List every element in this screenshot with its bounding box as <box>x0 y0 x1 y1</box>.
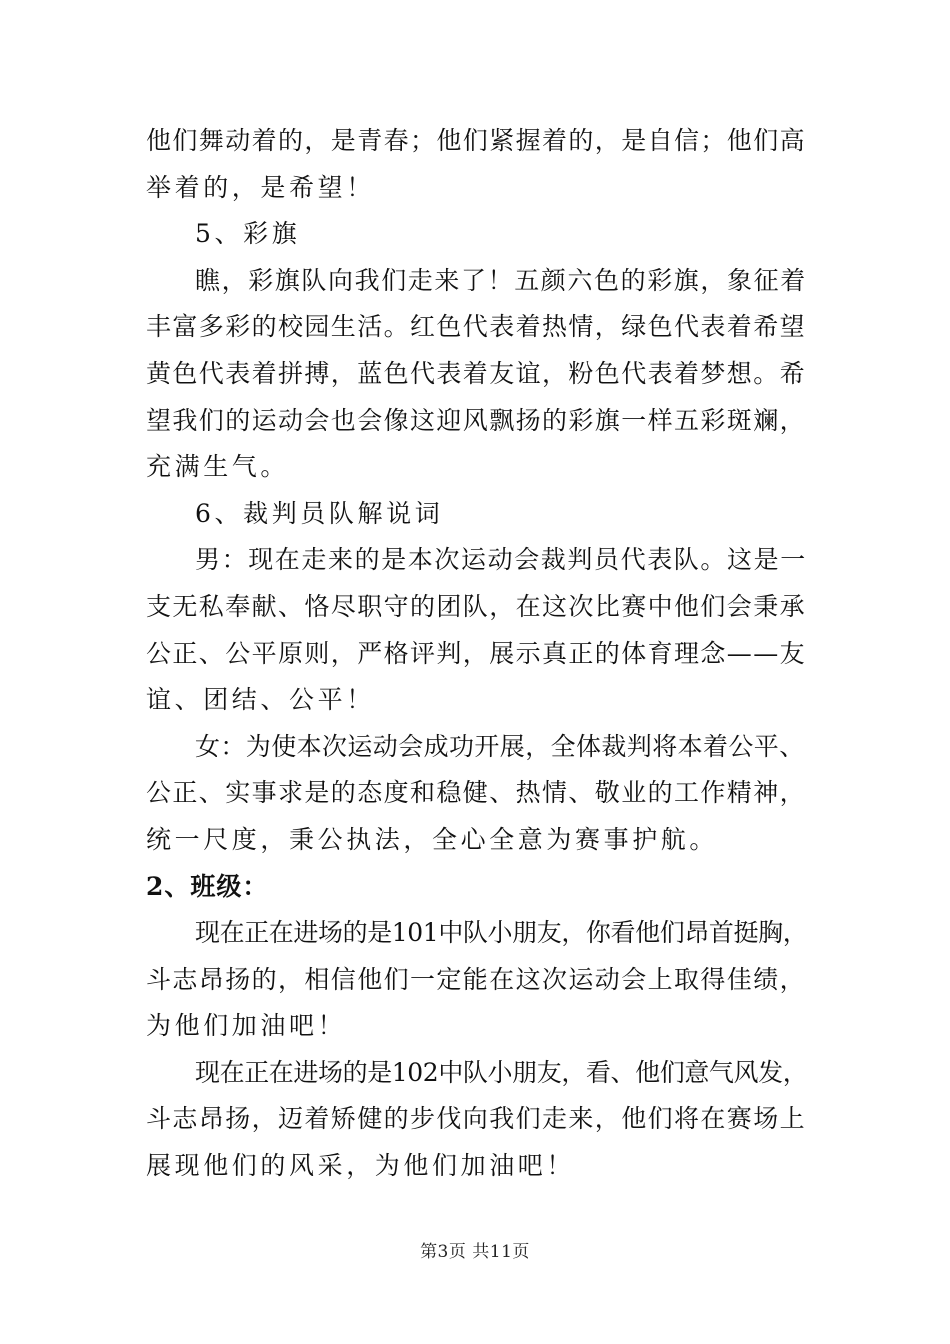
text-line: 女：为使本次运动会成功开展，全体裁判将本着公平、 <box>195 731 805 761</box>
text-line: 举着的，是希望！ <box>146 172 375 202</box>
text-line: 现在正在进场的是101中队小朋友，你看他们昂首挺胸， <box>195 918 808 948</box>
text-line: 公正、实事求是的态度和稳健、热情、敬业的工作精神， <box>146 778 807 808</box>
text-line: 斗志昂扬的，相信他们一定能在这次运动会上取得佳绩， <box>146 964 807 994</box>
page-number-footer: 第3页 共11页 <box>420 1242 530 1262</box>
section-title-5: 5、彩旗 <box>195 219 301 249</box>
section-title-6: 6、裁判员队解说词 <box>195 498 444 528</box>
text-line: 充满生气。 <box>146 452 290 482</box>
text-line: 男：现在走来的是本次运动会裁判员代表队。这是一 <box>195 545 807 575</box>
text-line: 斗志昂扬，迈着矫健的步伐向我们走来，他们将在赛场上 <box>146 1104 807 1134</box>
section-heading-class: 2、班级： <box>146 871 269 901</box>
text-line: 望我们的运动会也会像这迎风飘扬的彩旗一样五彩斑斓， <box>146 405 807 435</box>
text-line: 现在正在进场的是102中队小朋友，看、他们意气风发， <box>195 1057 808 1087</box>
text-line: 统一尺度，秉公执法，全心全意为赛事护航。 <box>146 824 719 854</box>
text-line: 展现他们的风采，为他们加油吧！ <box>146 1151 576 1181</box>
document-body <box>146 118 808 1190</box>
text-line: 谊、团结、公平！ <box>146 685 375 715</box>
text-line: 他们舞动着的，是青春；他们紧握着的，是自信；他们高 <box>146 126 807 155</box>
text-line: 为他们加油吧！ <box>146 1011 347 1041</box>
text-line: 公正、公平原则，严格评判，展示真正的体育理念——友 <box>146 638 807 668</box>
text-line: 黄色代表着拼搏，蓝色代表着友谊，粉色代表着梦想。希 <box>146 358 807 388</box>
text-line: 支无私奉献、恪尽职守的团队，在这次比赛中他们会秉承 <box>146 591 807 621</box>
text-line: 瞧，彩旗队向我们走来了！五颜六色的彩旗，象征着 <box>195 265 807 295</box>
text-line: 丰富多彩的校园生活。红色代表着热情，绿色代表着希望 <box>146 312 807 342</box>
